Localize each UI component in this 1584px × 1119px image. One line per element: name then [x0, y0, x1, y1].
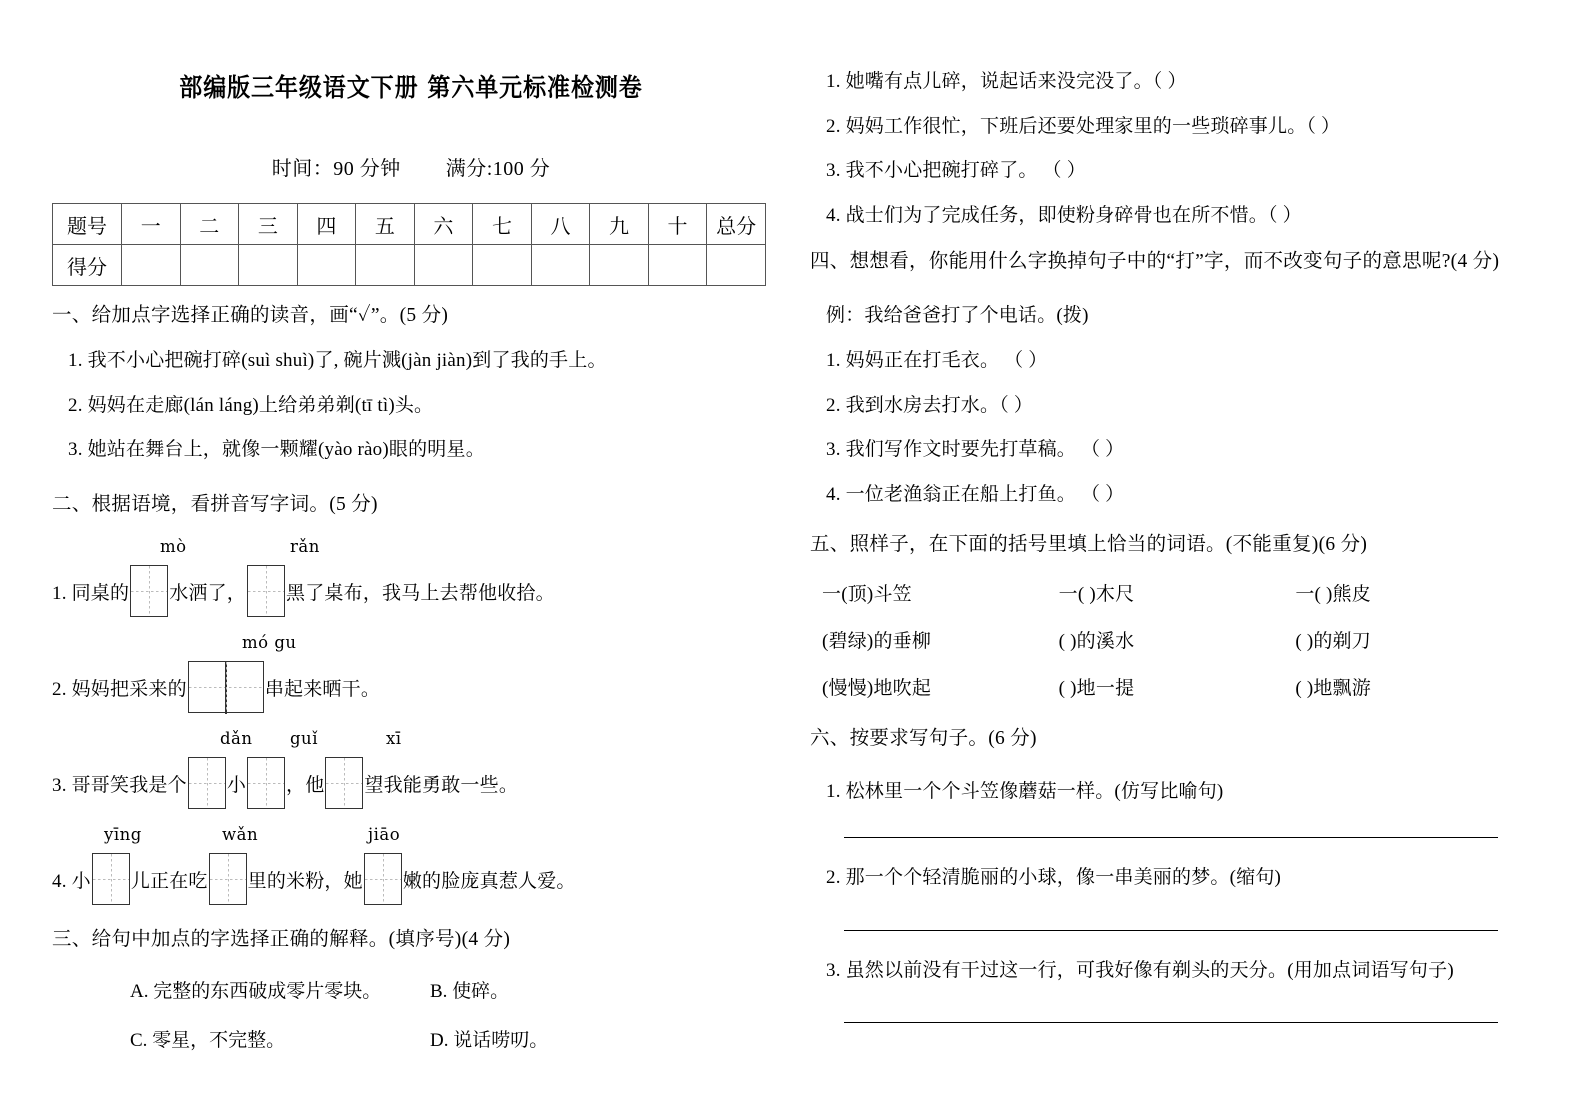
- writing-box-double[interactable]: [188, 661, 264, 713]
- writing-box[interactable]: [130, 565, 168, 617]
- pinyin-xi: xī: [386, 729, 402, 749]
- two-2-text-b: 串起来晒干。: [264, 678, 381, 700]
- table-row-scores: [53, 245, 766, 286]
- row-header-question: 题号: [53, 204, 122, 245]
- section-two-item-2: [52, 661, 770, 713]
- option-d: D. 说话唠叨。: [430, 1030, 549, 1052]
- score-cell-total[interactable]: [707, 245, 766, 286]
- two-4-text-d: 嫩的脸庞真惹人爱。: [402, 870, 576, 892]
- section-three-item-1: 1. 她嘴有点儿碎，说起话来没完没了。（ ）: [826, 71, 1187, 92]
- score-col-3: 三: [239, 204, 298, 245]
- section-three-item-2: 2. 妈妈工作很忙，下班后还要处理家里的一些琐碎事儿。（ ）: [826, 115, 1341, 137]
- score-col-total: 总分: [707, 204, 766, 245]
- option-c: C. 零星，不完整。: [130, 1030, 286, 1052]
- five-r2-c3[interactable]: ( )的剃刀: [1295, 631, 1371, 653]
- writing-box[interactable]: [92, 853, 130, 905]
- section-five-row-1: [810, 579, 1532, 606]
- section-four-item-1: 1. 妈妈正在打毛衣。 （ ）: [826, 349, 1048, 371]
- score-cell-10[interactable]: [648, 245, 707, 286]
- five-r1-c2[interactable]: 一( )木尺: [1058, 584, 1135, 606]
- two-4-text-c: 里的米粉，她: [247, 870, 363, 892]
- section-five-row-2: [810, 626, 1532, 653]
- five-r3-c3[interactable]: ( )地飘游: [1295, 678, 1371, 700]
- time-label: 时间：90 分钟: [271, 158, 401, 180]
- five-r1-c3[interactable]: 一( )熊皮: [1295, 584, 1371, 606]
- section-four-heading: 四、想想看，你能用什么字换掉句子中的“打”字，而不改变句子的意思呢?(4 分): [810, 251, 1500, 273]
- pinyin-ran: rǎn: [290, 537, 320, 557]
- score-table: [52, 203, 766, 286]
- two-4-text-a: 4. 小: [52, 870, 91, 892]
- row-header-score: 得分: [53, 245, 122, 286]
- writing-box[interactable]: [188, 757, 226, 809]
- score-col-10: 十: [648, 204, 707, 245]
- table-row-question-numbers: [53, 204, 766, 245]
- writing-box[interactable]: [247, 565, 285, 617]
- writing-box[interactable]: [247, 757, 285, 809]
- section-two-item-1: [52, 565, 770, 617]
- pinyin-wan: wǎn: [222, 825, 259, 845]
- section-one-heading: 一、给加点字选择正确的读音，画“✓”。(5 分): [52, 305, 449, 326]
- section-six-item-2: 2. 那一个个轻清脆丽的小球，像一串美丽的梦。(缩句): [826, 867, 1282, 889]
- score-cell-7[interactable]: [473, 245, 532, 286]
- section-one-item-2: 2. 妈妈在走廊(lán láng)上给弟弟剃(tī tì)头。: [68, 394, 434, 416]
- section-five-row-3: [810, 673, 1532, 700]
- exam-meta: [52, 152, 770, 181]
- two-1-text-b: 水洒了，: [169, 582, 247, 604]
- answer-line-1[interactable]: [844, 837, 1498, 838]
- section-six-item-3: 3. 虽然以前没有干过这一行，可我好像有剃头的天分。(用加点词语写句子): [826, 959, 1454, 981]
- answer-line-3[interactable]: [844, 1022, 1498, 1023]
- section-two-pinyin-row-3: [52, 729, 770, 753]
- score-cell-5[interactable]: [356, 245, 415, 286]
- score-cell-9[interactable]: [590, 245, 649, 286]
- box-divider: [225, 661, 227, 714]
- score-cell-1[interactable]: [122, 245, 181, 286]
- score-col-1: 一: [122, 204, 181, 245]
- section-two-item-4: [52, 853, 770, 905]
- two-1-text-a: 1. 同桌的: [52, 582, 130, 604]
- score-col-8: 八: [531, 204, 590, 245]
- section-four-item-3: 3. 我们写作文时要先打草稿。 （ ）: [826, 439, 1125, 461]
- writing-box[interactable]: [325, 757, 363, 809]
- section-three-option-row-1: [52, 976, 770, 1003]
- score-col-7: 七: [473, 204, 532, 245]
- writing-box[interactable]: [209, 853, 247, 905]
- two-3-text-c: ，他: [286, 774, 325, 796]
- answer-line-2[interactable]: [844, 930, 1498, 931]
- two-3-text-d: 望我能勇敢一些。: [364, 774, 519, 796]
- option-b: B. 使碎。: [430, 981, 510, 1003]
- right-column: [792, 0, 1584, 1119]
- section-three-item-3: 3. 我不小心把碗打碎了。 （ ）: [826, 160, 1086, 182]
- score-cell-6[interactable]: [414, 245, 473, 286]
- section-two-item-3: [52, 757, 770, 809]
- section-three-item-4: 4. 战士们为了完成任务，即使粉身碎骨也在所不惜。（ ）: [826, 204, 1302, 226]
- pinyin-dan: dǎn: [220, 729, 253, 749]
- section-two-pinyin-row-4: [52, 825, 770, 849]
- two-3-text-a: 3. 哥哥笑我是个: [52, 774, 187, 796]
- five-r2-c2[interactable]: ( )的溪水: [1058, 631, 1135, 653]
- score-col-4: 四: [297, 204, 356, 245]
- two-2-text-a: 2. 妈妈把采来的: [52, 678, 187, 700]
- pinyin-gui: guǐ: [290, 729, 318, 749]
- section-six-item-1: 1. 松林里一个个斗笠像蘑菇一样。(仿写比喻句): [826, 780, 1224, 802]
- page-title: 部编版三年级语文下册 第六单元标准检测卷: [179, 73, 643, 102]
- section-three-heading: 三、给句中加点的字选择正确的解释。(填序号)(4 分): [52, 929, 511, 951]
- two-3-text-b: 小: [226, 774, 247, 796]
- pinyin-ying: yīng: [104, 825, 142, 845]
- section-two-pinyin-row-2: [52, 633, 770, 657]
- section-two-heading: 二、根据语境，看拼音写字词。(5 分): [52, 493, 378, 515]
- section-four-example: 例：我给爸爸打了个电话。(拨): [826, 305, 1089, 327]
- five-r2-c1[interactable]: (碧绿)的垂柳: [822, 631, 932, 653]
- section-one-item-1: 1. 我不小心把碗打碎(suì shuì)了, 碗片溅(jàn jiàn)到了我的手上。: [68, 350, 607, 372]
- score-col-2: 二: [180, 204, 239, 245]
- pinyin-jiao: jiāo: [368, 825, 401, 845]
- score-cell-3[interactable]: [239, 245, 298, 286]
- section-three-option-row-2: [52, 1025, 770, 1052]
- score-cell-8[interactable]: [531, 245, 590, 286]
- five-r3-c1[interactable]: (慢慢)地吹起: [822, 678, 932, 700]
- score-col-5: 五: [356, 204, 415, 245]
- section-five-heading: 五、照样子，在下面的括号里填上恰当的词语。(不能重复)(6 分): [810, 534, 1368, 556]
- total-score-label: 满分:100 分: [445, 158, 551, 180]
- five-r1-c1[interactable]: 一(顶)斗笠: [822, 584, 912, 606]
- pinyin-mogu: mó gu: [242, 633, 297, 653]
- score-cell-4[interactable]: [297, 245, 356, 286]
- two-4-text-b: 儿正在吃: [130, 870, 208, 892]
- writing-box[interactable]: [364, 853, 402, 905]
- score-col-6: 六: [414, 204, 473, 245]
- section-six-heading: 六、按要求写句子。(6 分): [810, 728, 1037, 750]
- section-one-item-3: 3. 她站在舞台上，就像一颗耀(yào rào)眼的明星。: [68, 439, 485, 461]
- section-two-pinyin-row-1: [52, 537, 770, 561]
- option-a: A. 完整的东西破成零片零块。: [130, 981, 382, 1003]
- five-r3-c2[interactable]: ( )地一提: [1058, 678, 1135, 700]
- score-col-9: 九: [590, 204, 649, 245]
- pinyin-mo: mò: [160, 537, 187, 557]
- section-four-item-2: 2. 我到水房去打水。（ ）: [826, 394, 1034, 416]
- score-cell-2[interactable]: [180, 245, 239, 286]
- two-1-text-c: 黑了桌布，我马上去帮他收拾。: [286, 582, 555, 604]
- section-four-item-4: 4. 一位老渔翁正在船上打鱼。 （ ）: [826, 483, 1125, 505]
